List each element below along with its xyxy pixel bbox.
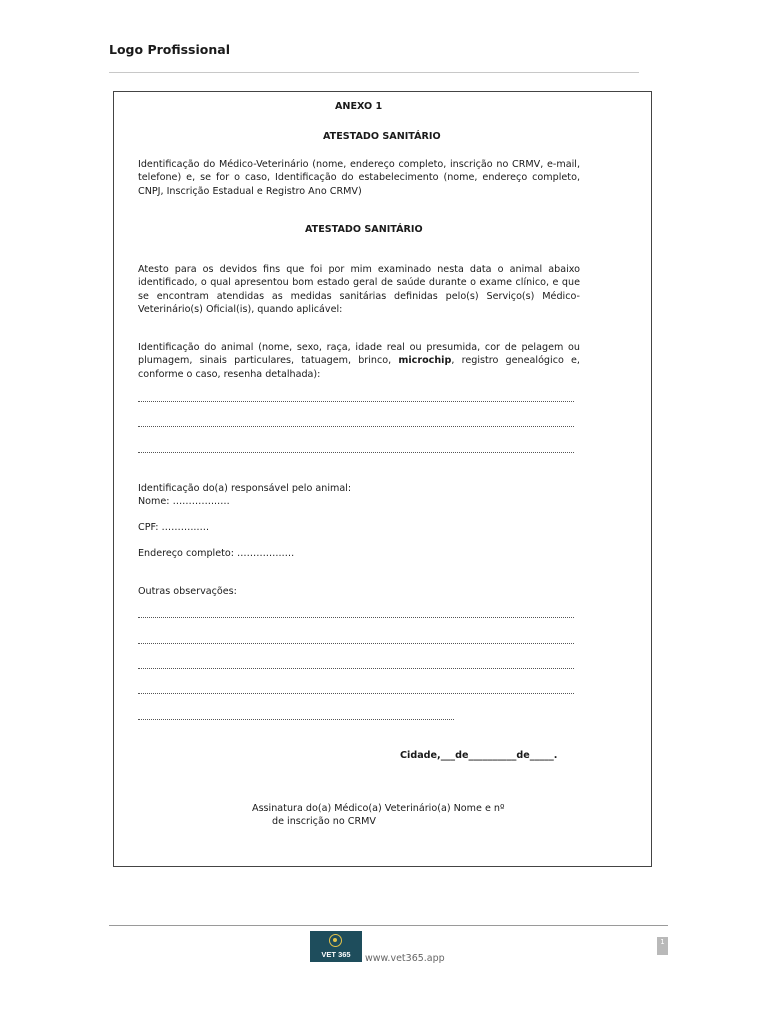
paw-emblem-icon: [329, 934, 342, 947]
certificate-title: ATESTADO SANITÁRIO: [323, 131, 441, 142]
vet-identification: Identificação do Médico-Veterinário (nome, endereço completo, inscrição no CRMV, e-mail, telefone) e, se for o caso, Identificação do estabelecimento (nome, endereço completo, CNPJ, Inscrição Estadual e Registro Ano CRMV): [138, 159, 580, 197]
certificate-frame: [113, 91, 652, 867]
animal-description-line-3[interactable]: [138, 452, 574, 454]
logo-text: Logo Profissional: [109, 42, 230, 57]
owner-heading: Identificação do(a) responsável pelo animal:: [138, 483, 352, 494]
microchip-term: microchip: [398, 355, 452, 367]
city-date-line[interactable]: Cidade,___de__________de_____.: [400, 750, 558, 761]
animal-description-line-2[interactable]: [138, 426, 574, 428]
observations-line-2[interactable]: [138, 643, 574, 645]
observations-line-5[interactable]: [138, 719, 454, 721]
owner-name-field[interactable]: Nome: …………..….: [138, 496, 230, 507]
signature-label-line-2: de inscrição no CRMV: [272, 816, 376, 827]
footer-divider: [109, 925, 668, 926]
animal-description-line-1[interactable]: [138, 401, 574, 403]
certificate-subtitle: ATESTADO SANITÁRIO: [305, 224, 423, 235]
signature-label-line-1: Assinatura do(a) Médico(a) Veterinário(a) Nome e nº: [252, 803, 505, 814]
vet365-logo: [310, 931, 362, 962]
owner-address-field[interactable]: Endereço completo: …………..….: [138, 548, 295, 559]
annex-label: ANEXO 1: [335, 101, 383, 112]
observations-line-1[interactable]: [138, 617, 574, 619]
header-divider: [109, 72, 639, 73]
animal-identification: Identificação do animal (nome, sexo, raça, idade real ou presumida, cor de pelagem ou plumagem, sinais particulares, tatuagem, brinco, microchip, registro genealógico e, conforme o caso, resenha detalhada):: [138, 342, 580, 380]
observations-line-4[interactable]: [138, 693, 574, 695]
observations-line-3[interactable]: [138, 668, 574, 670]
page-number: 1: [657, 937, 668, 955]
owner-cpf-field[interactable]: CPF: ………..….: [138, 522, 210, 533]
vet365-logo-text: VET 365: [321, 950, 351, 959]
attestation-text: Atesto para os devidos fins que foi por mim examinado nesta data o animal abaixo identificado, o qual apresentou bom estado geral de saúde durante o exame clínico, e que se encontram atendidas as medidas sanitárias definidas pelo(s) Serviço(s) Médico-Veterinário(s) Oficial(is), quando aplicável:: [138, 264, 580, 316]
other-observations-label: Outras observações:: [138, 586, 237, 597]
footer-url[interactable]: www.vet365.app: [365, 953, 445, 964]
